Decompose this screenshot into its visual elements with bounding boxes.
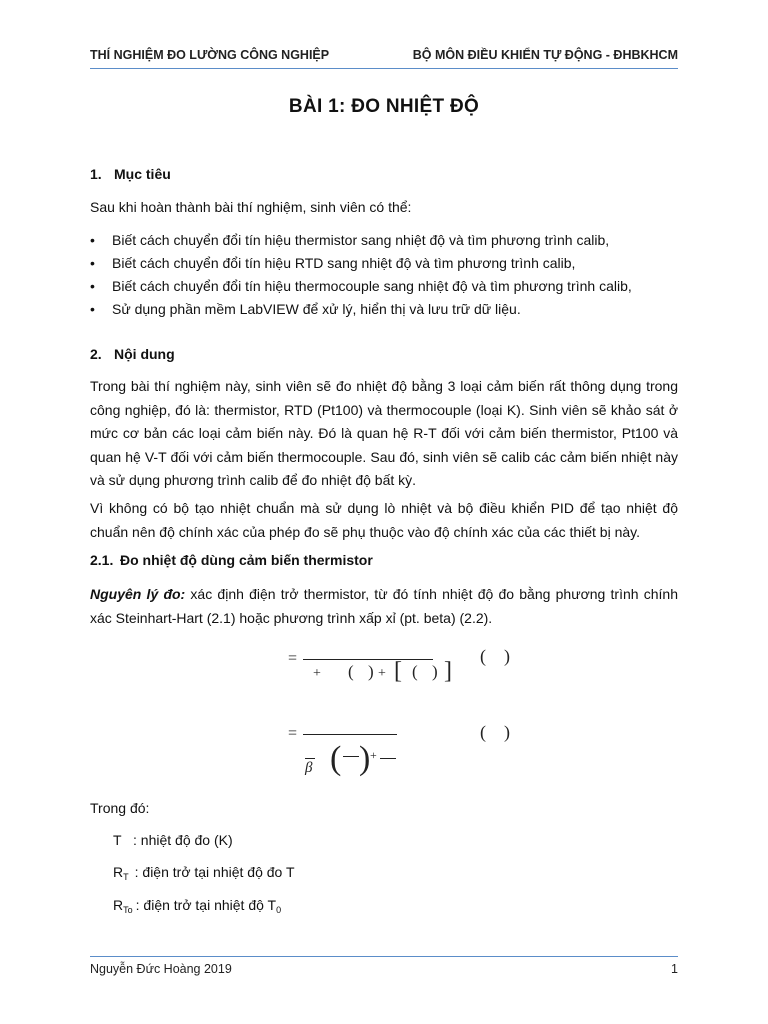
fraction-bar	[303, 659, 433, 660]
section-2-paragraph-2: Vì không có bộ tạo nhiệt chuẩn mà sử dụng lò nhiệt và bộ điều khiển PID để tạo nhiệt độ chuẩn nên độ chính xác của phép đo sẽ phụ thuộc vào độ chính xác của các thiết bị này.	[90, 500, 678, 540]
footer-rule	[90, 956, 678, 957]
list-item-text: Biết cách chuyển đổi tín hiệu thermocouple sang nhiệt độ và tìm phương trình calib,	[112, 278, 632, 294]
bracket-open: [	[394, 658, 402, 684]
definition-subscript: T	[123, 872, 129, 882]
page-number: 1	[671, 962, 678, 976]
equation-equals: =	[288, 725, 298, 742]
equation-equals: =	[288, 650, 298, 667]
equation-plus: +	[370, 748, 377, 762]
bullet-icon: •	[90, 232, 95, 248]
section-2-heading	[90, 346, 175, 362]
definition-symbol: T	[113, 832, 122, 848]
definition-desc: : điện trở tại nhiệt độ T	[135, 897, 277, 913]
beta-symbol: β	[305, 760, 313, 776]
principle-paragraph	[90, 583, 678, 630]
eq-number-paren: ( )	[480, 646, 510, 666]
bullet-icon: •	[90, 301, 95, 317]
list-item-text: Biết cách chuyển đổi tín hiệu RTD sang nhiệt độ và tìm phương trình calib,	[112, 255, 576, 271]
fraction-bar	[303, 734, 397, 735]
section-2-number: 2.	[90, 346, 102, 362]
paren-open: (	[348, 662, 354, 681]
list-item-text: Sử dụng phần mềm LabVIEW để xử lý, hiển thị và lưu trữ dữ liệu.	[112, 301, 521, 317]
paren-open-large: (	[330, 740, 342, 777]
header-department: BỘ MÔN ĐIỀU KHIỂN TỰ ĐỘNG - ĐHBKHCM	[412, 48, 678, 62]
bracket-close: ]	[444, 658, 452, 684]
section-1-intro: Sau khi hoàn thành bài thí nghiệm, sinh viên có thể:	[90, 199, 412, 215]
principle-text: xác định điện trở thermistor, từ đó tính nhiệt độ đo bằng phương trình chính xác Steinhart-Hart (2.1) hoặc phương trình xấp xỉ (pt. beta) (2.2).	[90, 586, 679, 626]
bullet-icon: •	[90, 255, 95, 271]
paren-close-large: )	[359, 740, 371, 777]
section-2-1-number: 2.1.	[90, 552, 114, 568]
section-1-heading	[90, 166, 171, 182]
section-2-1-heading	[90, 552, 373, 568]
header-rule	[90, 68, 678, 69]
section-1-title: Mục tiêu	[114, 166, 171, 182]
where-label: Trong đó:	[90, 800, 150, 816]
header-course-title: THÍ NGHIỆM ĐO LƯỜNG CÔNG NGHIỆP	[90, 48, 330, 62]
definition-item	[113, 864, 295, 880]
section-2-1-title: Đo nhiệt độ dùng cảm biến thermistor	[120, 552, 373, 568]
definition-symbol: R	[113, 864, 124, 880]
section-2-title: Nội dung	[114, 346, 175, 362]
page-title: BÀI 1: ĐO NHIỆT ĐỘ	[288, 96, 480, 117]
definition-symbol: R	[113, 897, 124, 913]
eq-number-paren: ( )	[480, 722, 510, 742]
fraction-bar-small	[305, 758, 315, 759]
definition-item	[113, 897, 281, 913]
fraction-bar-small	[380, 758, 396, 759]
definition-desc: : điện trở tại nhiệt độ đo T	[134, 864, 295, 880]
definition-subscript: To	[123, 905, 133, 915]
paren-close: )	[432, 662, 438, 681]
definition-desc: : nhiệt độ đo (K)	[133, 832, 233, 848]
paren-close: )	[368, 662, 374, 681]
bullet-icon: •	[90, 278, 95, 294]
equation-plus: +	[378, 666, 386, 681]
list-item-text: Biết cách chuyển đổi tín hiệu thermistor sang nhiệt độ và tìm phương trình calib,	[112, 232, 610, 248]
section-2-paragraph-1: Trong bài thí nghiệm này, sinh viên sẽ đo nhiệt độ bằng 3 loại cảm biến rất thông dụng trong công nghiệp, đó là: thermistor, RTD (Pt100) và thermocouple (loại K). Sinh viên sẽ khảo sát ở mức cơ bản các loại cảm biến này. Đó là quan hệ R-T đối với cảm biến thermistor, Pt100 và quan hệ V-T đối với cảm biến thermocouple. Sau đó, sinh viên sẽ calib các cảm biến nhiệt này và sử dụng phương trình calib để đo nhiệt độ bất kỳ.	[90, 378, 678, 488]
paren-open: (	[412, 662, 418, 681]
footer-author: Nguyễn Đức Hoàng 2019	[90, 962, 232, 976]
page-header	[90, 48, 678, 66]
principle-label: Nguyên lý đo:	[90, 586, 186, 602]
definition-desc-subscript: 0	[276, 905, 282, 915]
section-1-number: 1.	[90, 166, 102, 182]
equation-plus: +	[313, 666, 321, 681]
fraction-bar-small	[343, 756, 359, 757]
definition-item	[113, 832, 233, 848]
